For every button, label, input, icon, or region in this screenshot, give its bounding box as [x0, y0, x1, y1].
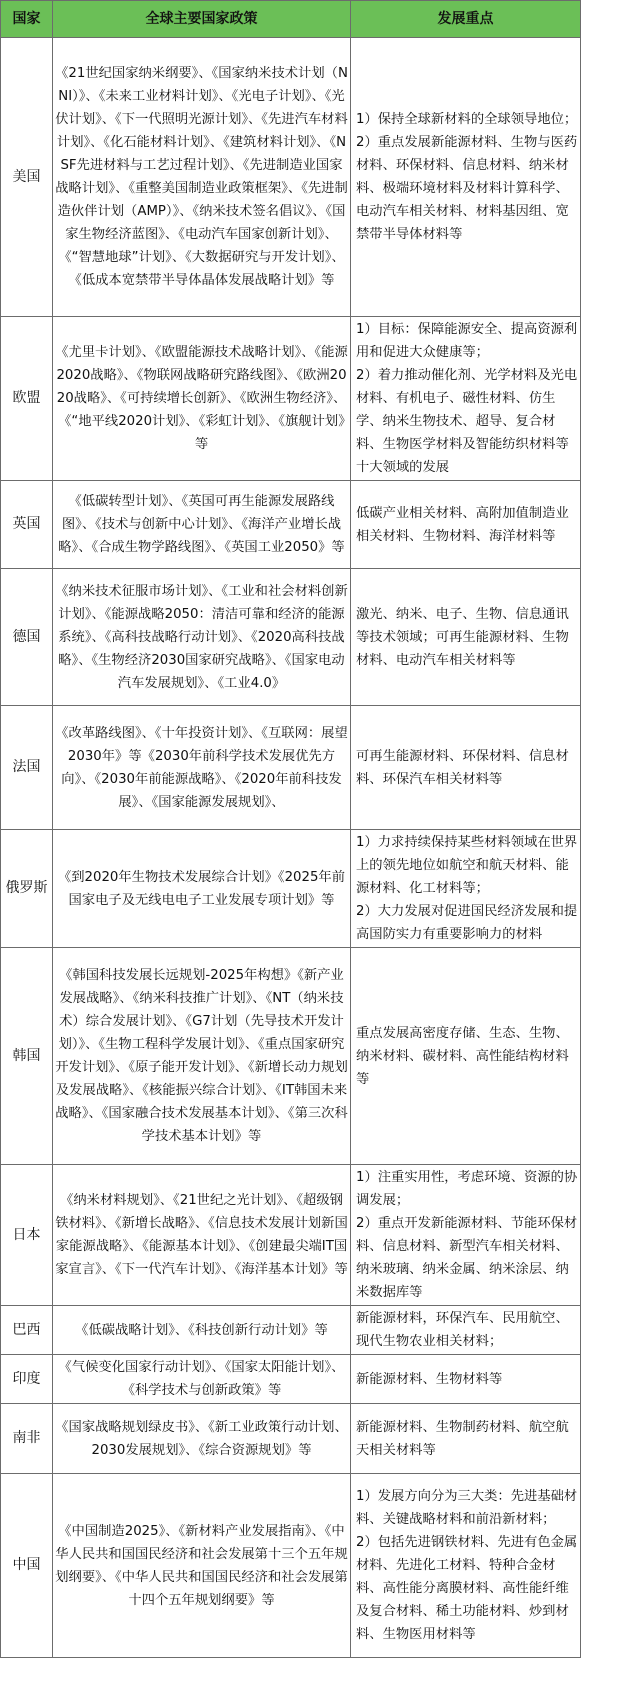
- focus-line: 2）重点开发新能源材料、节能环保材料、信息材料、新型汽车相关材料、纳米玻璃、纳米金属、纳米涂层、纳米数据库等: [356, 1216, 578, 1300]
- focus-line: 2）重点发展新能源材料、生物与医药材料、环保材料、信息材料、纳米材料、极端环境材料及材料计算科学、电动汽车相关材料、材料基因组、宽禁带半导体材料等: [356, 135, 578, 242]
- policy-cell: 《韩国科技发展长远规划-2025年构想》《新产业发展战略》、《纳米科技推广计划》、《NT（纳米技术）综合发展计划》、《G7计划（先导技术开发计划）》、《生物工程科学发展计划》、《重点国家研究开发计划》、《原子能开发计划》、《新增长动力规划及发展战略》、《核能振兴综合计划》、《IT韩国未来战略》、《国家融合技术发展基本计划》、《第三次科学技术基本计划》等: [53, 948, 351, 1165]
- focus-line: 1）力求持续保持某些材料领域在世界上的领先地位如航空和航天材料、能源材料、化工材料等；: [356, 835, 578, 896]
- policy-cell: 《尤里卡计划》、《欧盟能源技术战略计划》、《能源2020战略》、《物联网战略研究路线图》、《欧洲2020战略》、《可持续增长创新》、《欧洲生物经济》、《“地平线2020计划》、《彩虹计划》、《旗舰计划》等: [53, 317, 351, 481]
- table-row: [1, 1306, 581, 1355]
- focus-cell: 新能源材料、生物材料等: [351, 1355, 581, 1404]
- country-cell: 英国: [1, 481, 53, 569]
- country-cell: 印度: [1, 1355, 53, 1404]
- focus-cell: [351, 1474, 581, 1658]
- country-cell: 美国: [1, 38, 53, 317]
- country-cell: 欧盟: [1, 317, 53, 481]
- policy-cell: 《21世纪国家纳米纲要》、《国家纳米技术计划（NNI）》、《未来工业材料计划》、《光电子计划》、《光伏计划》、《下一代照明光源计划》、《先进汽车材料计划》、《化石能材料计划》、《建筑材料计划》、《NSF先进材料与工艺过程计划》、《先进制造业国家战略计划》、《重整美国制造业政策框架》、《先进制造伙伴计划（AMP）》、《纳米技术签名倡议》、《国家生物经济蓝图》、《电动汽车国家创新计划》、《“智慧地球”计划》、《大数据研究与开发计划》、《低成本宽禁带半导体晶体发展战略计划》等: [53, 38, 351, 317]
- focus-cell: [351, 1165, 581, 1306]
- country-cell: 日本: [1, 1165, 53, 1306]
- table-row: [1, 569, 581, 706]
- focus-line: 1）发展方向分为三大类：先进基础材料、关键战略材料和前沿新材料；: [356, 1489, 578, 1527]
- table-row: [1, 481, 581, 569]
- header-policy: 全球主要国家政策: [53, 1, 351, 38]
- focus-cell: 激光、纳米、电子、生物、信息通讯等技术领域；可再生能源材料、生物材料、电动汽车相关材料等: [351, 569, 581, 706]
- policy-cell: 《纳米材料规划》、《21世纪之光计划》、《超级钢铁材料》、《新增长战略》、《信息技术发展计划新国家能源战略》、《能源基本计划》、《创建最尖端IT国家宣言》、《下一代汽车计划》、《海洋基本计划》等: [53, 1165, 351, 1306]
- focus-line: 2）大力发展对促进国民经济发展和提高国防实力有重要影响力的材料: [356, 904, 578, 942]
- table-header-row: [1, 1, 581, 38]
- focus-cell: 新能源材料，环保汽车、民用航空、现代生物农业相关材料；: [351, 1306, 581, 1355]
- policy-cell: 《低碳战略计划》、《科技创新行动计划》等: [53, 1306, 351, 1355]
- country-cell: 法国: [1, 706, 53, 830]
- table-row: [1, 1404, 581, 1474]
- header-focus: 发展重点: [351, 1, 581, 38]
- country-cell: 韩国: [1, 948, 53, 1165]
- country-cell: 德国: [1, 569, 53, 706]
- focus-cell: 新能源材料、生物制药材料、航空航天相关材料等: [351, 1404, 581, 1474]
- table-row: [1, 317, 581, 481]
- table-row: [1, 1474, 581, 1658]
- policy-cell: 《气候变化国家行动计划》、《国家太阳能计划》、《科学技术与创新政策》等: [53, 1355, 351, 1404]
- table-row: [1, 38, 581, 317]
- policy-cell: 《到2020年生物技术发展综合计划》《2025年前国家电子及无线电电子工业发展专项计划》等: [53, 830, 351, 948]
- focus-cell: [351, 830, 581, 948]
- policy-cell: 《中国制造2025》、《新材料产业发展指南》、《中华人民共和国国民经济和社会发展第十三个五年规划纲要》、《中华人民共和国国民经济和社会发展第十四个五年规划纲要》等: [53, 1474, 351, 1658]
- focus-line: 2）包括先进钢铁材料、先进有色金属材料、先进化工材料、特种合金材料、高性能分离膜材料、高性能纤维及复合材料、稀土功能材料、炒到材料、生物医用材料等: [356, 1535, 578, 1642]
- focus-line: 1）目标：保障能源安全、提高资源利用和促进大众健康等；: [356, 322, 578, 360]
- policy-cell: 《国家战略规划绿皮书》、《新工业政策行动计划、2030发展规划》、《综合资源规划》等: [53, 1404, 351, 1474]
- table-row: [1, 948, 581, 1165]
- focus-line: 2）着力推动催化剂、光学材料及光电材料、有机电子、磁性材料、仿生学、纳米生物技术、超导、复合材料、生物医学材料及智能纺织材料等十大领域的发展: [356, 368, 578, 475]
- focus-cell: 低碳产业相关材料、高附加值制造业相关材料、生物材料、海洋材料等: [351, 481, 581, 569]
- country-cell: 中国: [1, 1474, 53, 1658]
- focus-cell: 可再生能源材料、环保材料、信息材料、环保汽车相关材料等: [351, 706, 581, 830]
- policy-cell: 《纳米技术征服市场计划》、《工业和社会材料创新计划》、《能源战略2050：清洁可靠和经济的能源系统》、《高科技战略行动计划》、《2020高科技战略》、《生物经济2030国家研究战略》、《国家电动汽车发展规划》、《工业4.0》: [53, 569, 351, 706]
- table-row: [1, 1355, 581, 1404]
- country-cell: 巴西: [1, 1306, 53, 1355]
- country-cell: 俄罗斯: [1, 830, 53, 948]
- policy-cell: 《改革路线图》、《十年投资计划》、《互联网：展望2030年》等《2030年前科学技术发展优先方向》、《2030年前能源战略》、《2020年前科技发展》、《国家能源发展规划》、: [53, 706, 351, 830]
- country-cell: 南非: [1, 1404, 53, 1474]
- focus-cell: [351, 38, 581, 317]
- focus-cell: [351, 317, 581, 481]
- focus-line: 1）注重实用性，考虑环境、资源的协调发展；: [356, 1170, 578, 1208]
- table-row: [1, 706, 581, 830]
- header-country: 国家: [1, 1, 53, 38]
- policy-cell: 《低碳转型计划》、《英国可再生能源发展路线图》、《技术与创新中心计划》、《海洋产业增长战略》、《合成生物学路线图》、《英国工业2050》等: [53, 481, 351, 569]
- focus-line: 1）保持全球新材料的全球领导地位；: [356, 112, 578, 127]
- table-row: [1, 830, 581, 948]
- table-row: [1, 1165, 581, 1306]
- focus-cell: 重点发展高密度存储、生态、生物、纳米材料、碳材料、高性能结构材料等: [351, 948, 581, 1165]
